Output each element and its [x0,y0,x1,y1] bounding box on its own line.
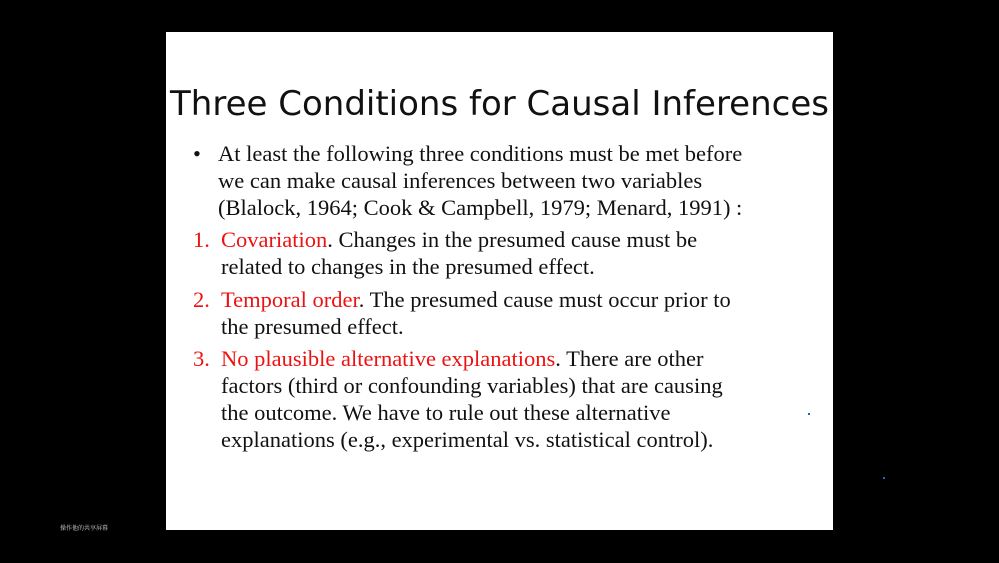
presentation-slide [166,32,833,530]
condition-line: factors (third or confounding variables) that are causing [221,373,723,398]
pointer-dot [883,477,885,479]
condition-text: . The presumed cause must occur prior to [358,287,731,312]
intro-line: (Blalock, 1964; Cook & Campbell, 1979; Menard, 1991) : [218,195,743,220]
condition-line [221,226,697,253]
condition-term: Covariation [221,227,328,252]
intro-line: At least the following three conditions must be met before [218,141,743,166]
condition-covariation [221,226,697,280]
condition-text: . Changes in the presumed cause must be [327,227,698,252]
condition-term: No plausible alternative explanations [221,346,556,371]
condition-text: . There are other [555,346,704,371]
condition-no-alternatives [221,345,723,453]
condition-line: related to changes in the presumed effect. [221,254,595,279]
condition-number: 1. [193,227,210,252]
slide-title: Three Conditions for Causal Inferences [170,84,829,124]
intro-paragraph [218,140,742,221]
pointer-dot [808,413,810,415]
bullet-marker: • [193,141,201,166]
condition-number: 3. [193,346,210,371]
condition-line: the outcome. We have to rule out these alternative [221,400,671,425]
condition-temporal-order [221,286,731,340]
condition-term: Temporal order [221,287,359,312]
condition-line: explanations (e.g., experimental vs. statistical control). [221,427,714,452]
condition-line [221,345,723,372]
condition-line [221,286,731,313]
condition-line: the presumed effect. [221,314,404,339]
intro-line: we can make causal inferences between two variables [218,168,703,193]
condition-number: 2. [193,287,210,312]
screen-share-caption: 操作他的共享屏幕 [60,525,109,532]
